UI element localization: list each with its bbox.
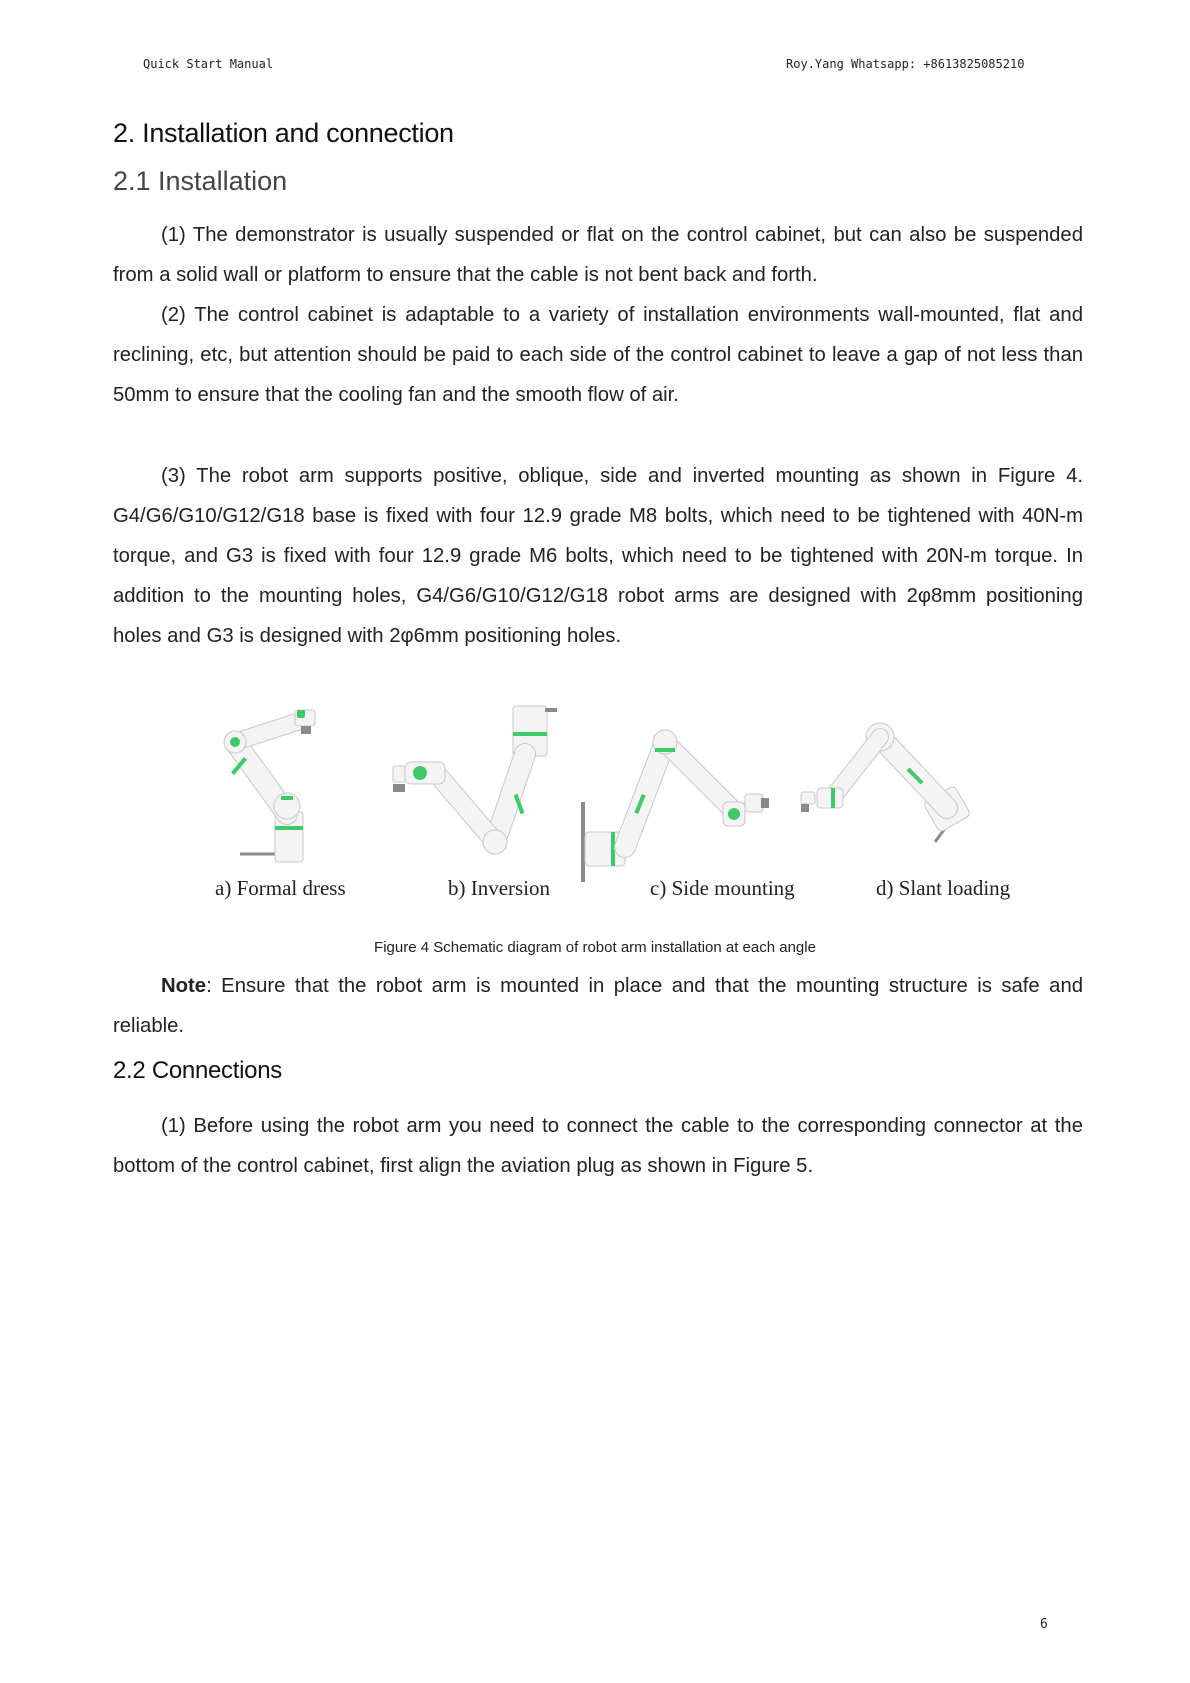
figure-label-side-mounting: c) Side mounting — [650, 876, 795, 900]
paragraph-control-cabinet: (2) The control cabinet is adaptable to a variety of installation environments wall-mounted, flat and reclining, etc, but attention should be paid to each side of the control cabinet to leave a gap of not less than 50mm to ensure that the cooling fan and the smooth flow of air. — [113, 304, 1083, 406]
subsection-installation-title: 2.1 Installation — [113, 166, 288, 196]
subsection-connections-title: 2.2 Connections — [113, 1057, 282, 1084]
note-paragraph — [113, 966, 1083, 1046]
note-label: Note — [161, 975, 207, 997]
figure-label-formal-dress: a) Formal dress — [215, 876, 346, 900]
robot-arm-side-mounted-image — [581, 730, 769, 882]
paragraph-demonstrator: (1) The demonstrator is usually suspended or flat on the control cabinet, but can also be suspended from a solid wall or platform to ensure that the cable is not bent back and forth. — [113, 224, 1083, 286]
robot-arm-installation-figure — [205, 702, 1045, 902]
figure-label-slant-loading: d) Slant loading — [876, 876, 1011, 900]
header-doc-title: Quick Start Manual — [143, 57, 274, 71]
page-number: 6 — [1040, 1617, 1048, 1632]
note-text: : Ensure that the robot arm is mounted in place and that the mounting structure is safe and reliable. — [113, 975, 1083, 1037]
paragraph-cable-connection: (1) Before using the robot arm you need to connect the cable to the corresponding connector at the bottom of the control cabinet, first align the aviation plug as shown in Figure 5. — [113, 1115, 1083, 1177]
figure-caption: Figure 4 Schematic diagram of robot arm installation at each angle — [374, 939, 816, 956]
robot-arm-upright-image — [224, 710, 315, 862]
section-title: 2. Installation and connection — [113, 118, 454, 148]
robot-arm-inverted-image — [393, 706, 557, 854]
figure-label-inversion: b) Inversion — [448, 876, 551, 900]
header-contact: Roy.Yang Whatsapp: +8613825085210 — [786, 57, 1025, 71]
robot-arm-slant-mounted-image — [801, 723, 971, 842]
paragraph-robot-arm-mounting: (3) The robot arm supports positive, oblique, side and inverted mounting as shown in Figure 4. G4/G6/G10/G12/G18 base is fixed with four 12.9 grade M8 bolts, which need to be tightened with 40N-m torque, and G3 is fixed with four 12.9 grade M6 bolts, which need to be tightened with 20N-m torque. In addition to the mounting holes, G4/G6/G10/G12/G18 robot arms are designed with 2φ8mm positioning holes and G3 is designed with 2φ6mm positioning holes. — [113, 465, 1083, 647]
